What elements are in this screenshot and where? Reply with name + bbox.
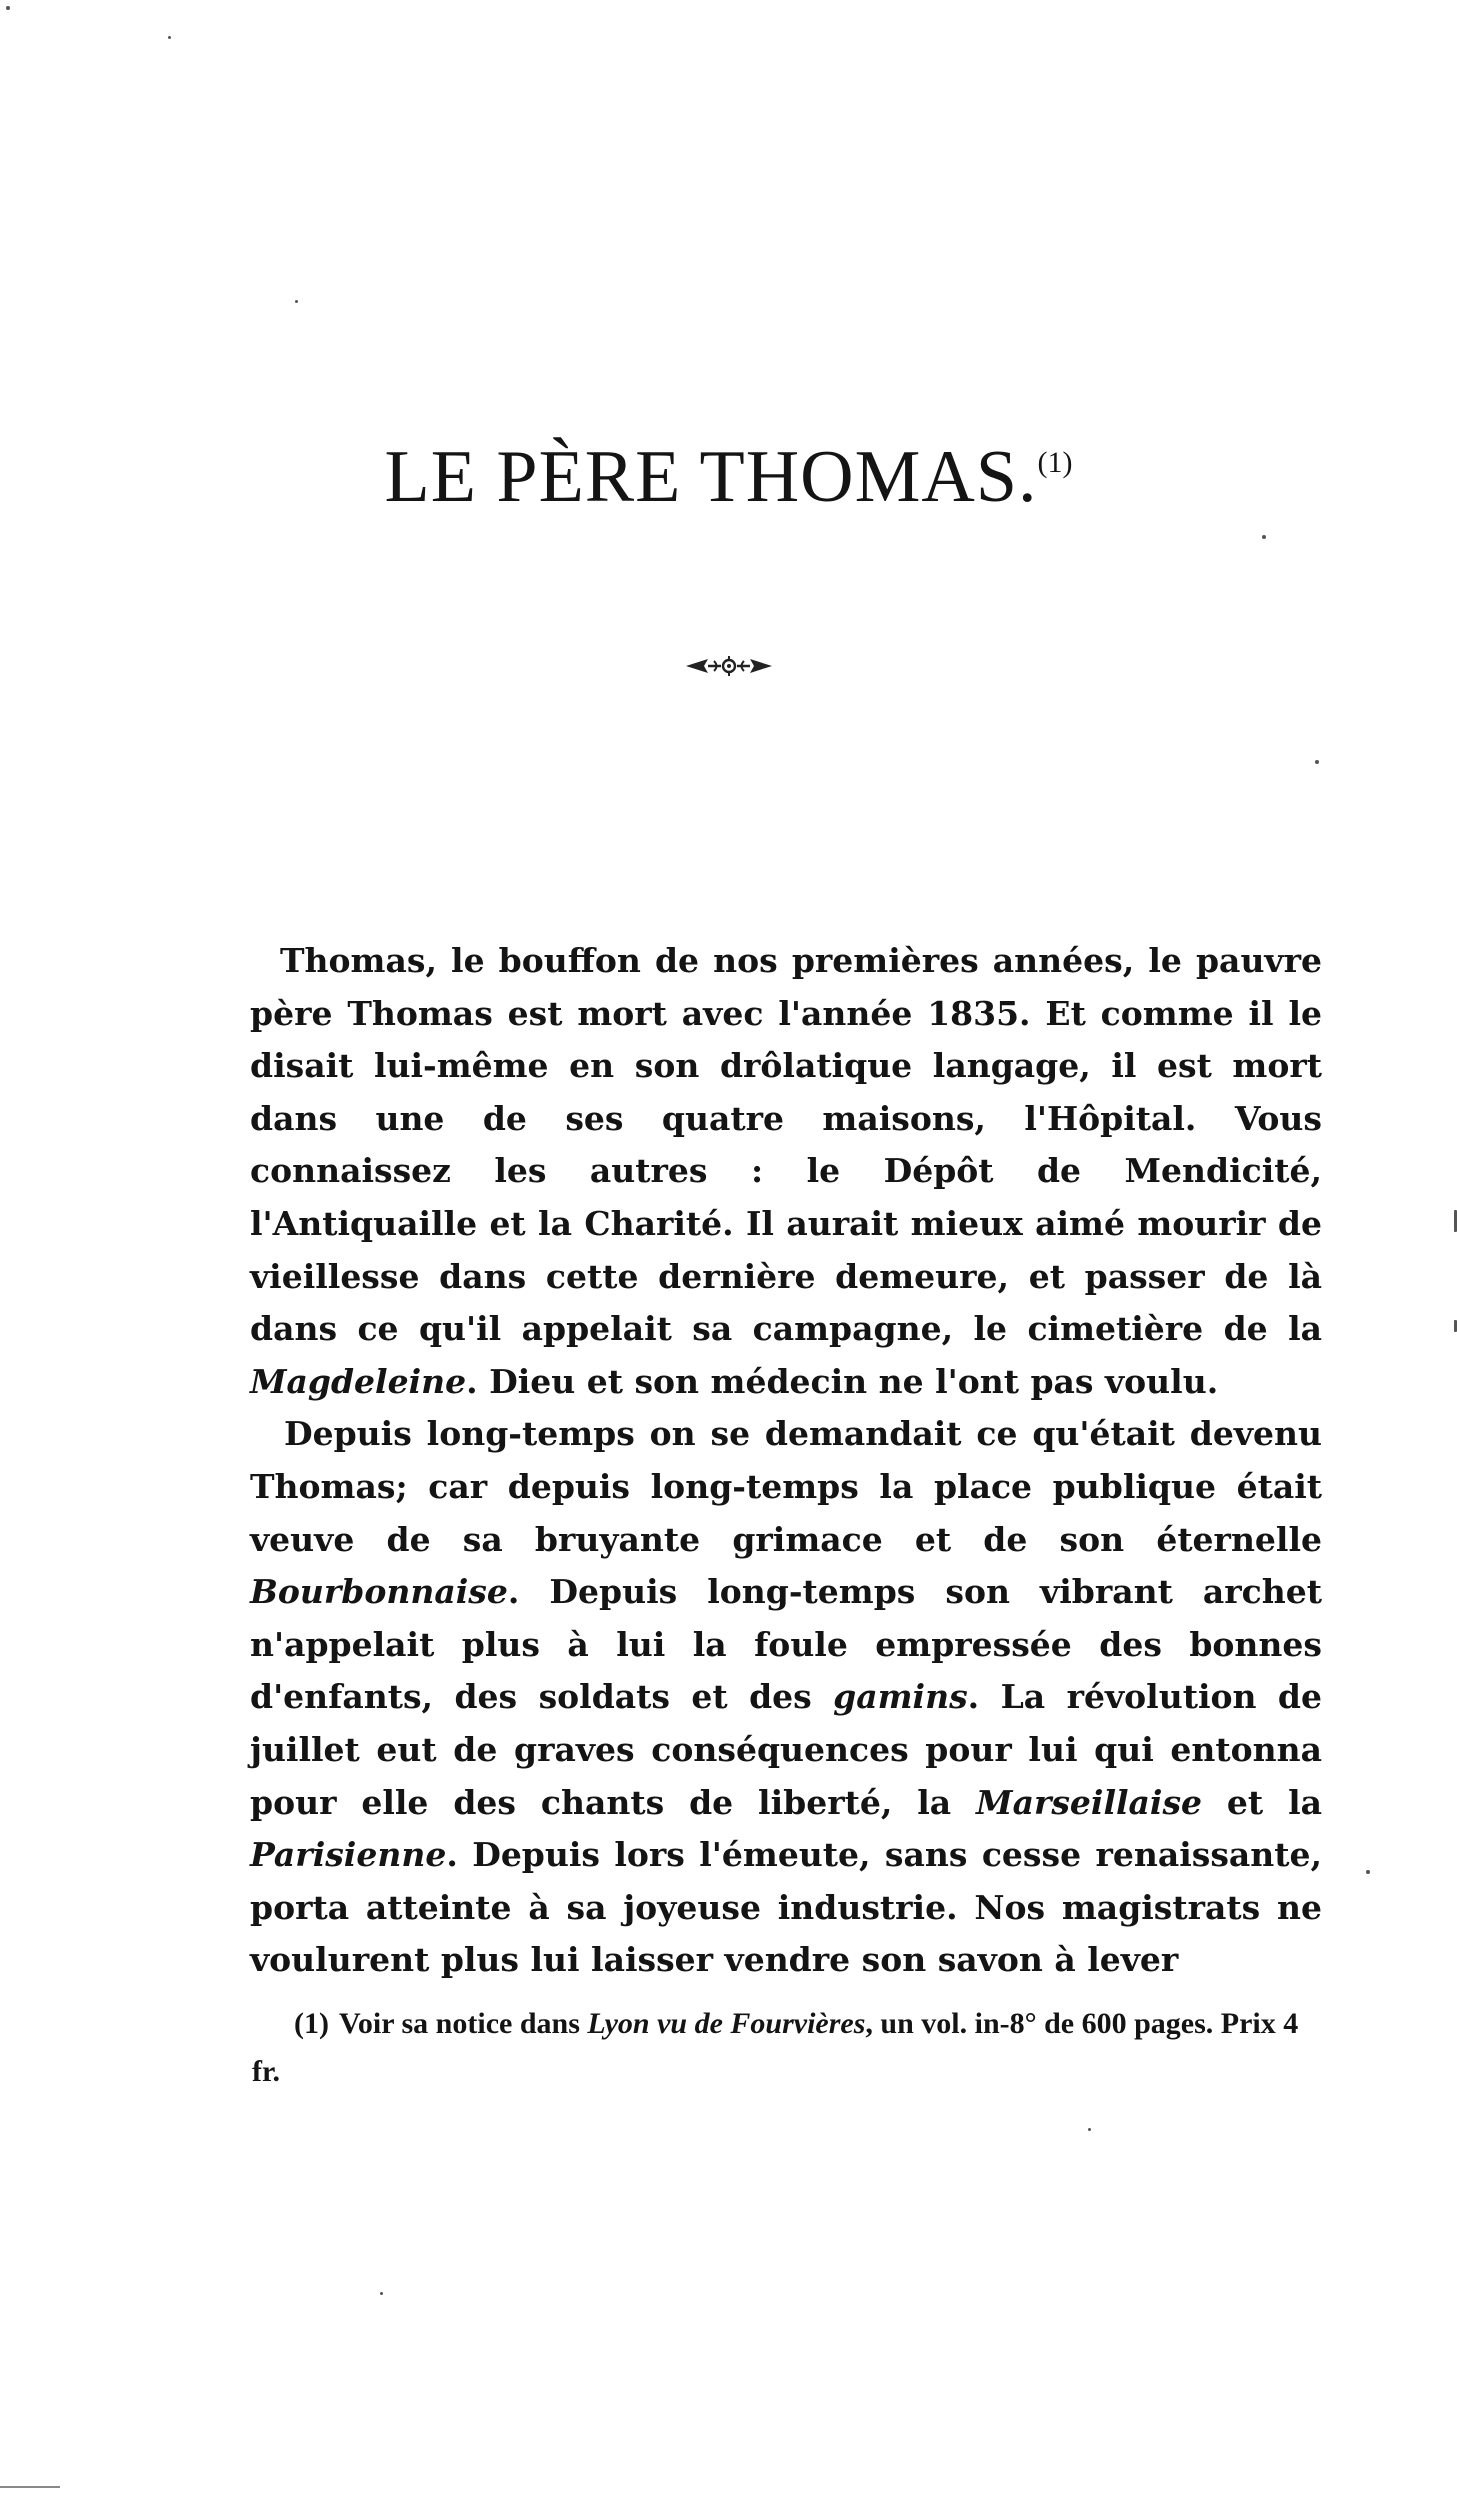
text-run: et la — [1202, 1782, 1322, 1822]
text-run: . La révolution de juillet eut de graves conséquences pour lui qui entonna pour elle des chants de liberté, la — [250, 1677, 1322, 1822]
text-run: . Depuis lors l'émeute, sans cesse renaissante, porta atteinte à sa joyeuse industrie. Nos magistrats ne voulurent plus lui laisser vendre son savon à lever — [250, 1835, 1322, 1980]
text-run: , un vol. in-8° de 600 pages. Prix 4 fr. — [252, 2007, 1299, 2088]
footnote-reference[interactable]: (1) — [1037, 446, 1073, 479]
italic-text: Parisienne — [250, 1835, 447, 1875]
chapter-title-text: LE PÈRE THOMAS. — [384, 436, 1038, 518]
scan-speck — [1315, 760, 1319, 764]
italic-text: Marseillaise — [976, 1782, 1203, 1822]
text-run: Voir sa notice dans — [338, 2007, 588, 2040]
text-run: . Depuis long-temps son vibrant archet n'appelait plus à lui la foule empressée des bonnes d'enfants, des soldats et des — [250, 1572, 1322, 1717]
scan-speck — [380, 2292, 383, 2295]
scan-speck — [168, 36, 171, 39]
italic-text: Magdeleine — [250, 1361, 467, 1401]
scan-speck — [6, 6, 10, 10]
fleuron-ornament — [0, 654, 1457, 681]
paragraph — [250, 935, 1322, 1408]
scan-speck — [1366, 1870, 1370, 1874]
text-run: Thomas, le bouffon de nos premières années, le pauvre père Thomas est mort avec l'année 1835. Et comme il le disait lui-même en son drôlatique langage, il est mort dans une de ses quatre maisons, l'Hôpital. Vous connaissez les autres : le Dépôt de Mendicité, l'Antiquaille et la Charité. Il aurait mieux aimé mourir de vieillesse dans cette dernière demeure, et passer de là dans ce qu'il appelait sa campagne, le cimetière de la — [250, 941, 1322, 1349]
scan-speck — [1088, 2128, 1091, 2131]
footnote-marker: (1) — [294, 2007, 329, 2040]
footnote-text — [252, 2007, 1298, 2088]
scan-speck — [295, 300, 298, 303]
paragraph — [250, 1408, 1322, 1987]
footnote — [252, 2000, 1324, 2096]
text-run: Depuis long-temps on se demandait ce qu'était devenu Thomas; car depuis long-temps la place publique était veuve de sa bruyante grimace et de son éternelle — [250, 1414, 1322, 1559]
fleuron-icon — [684, 654, 774, 678]
scan-speck — [1262, 535, 1266, 539]
chapter-title — [0, 436, 1457, 518]
text-run: . Dieu et son médecin ne l'ont pas voulu. — [466, 1361, 1219, 1401]
chapter-body — [250, 935, 1322, 1987]
scan-speck — [0, 2486, 60, 2488]
italic-text: Bourbonnaise — [250, 1572, 508, 1612]
italic-text: Lyon vu de Fourvières — [587, 2007, 866, 2040]
italic-text: gamins — [833, 1677, 968, 1717]
